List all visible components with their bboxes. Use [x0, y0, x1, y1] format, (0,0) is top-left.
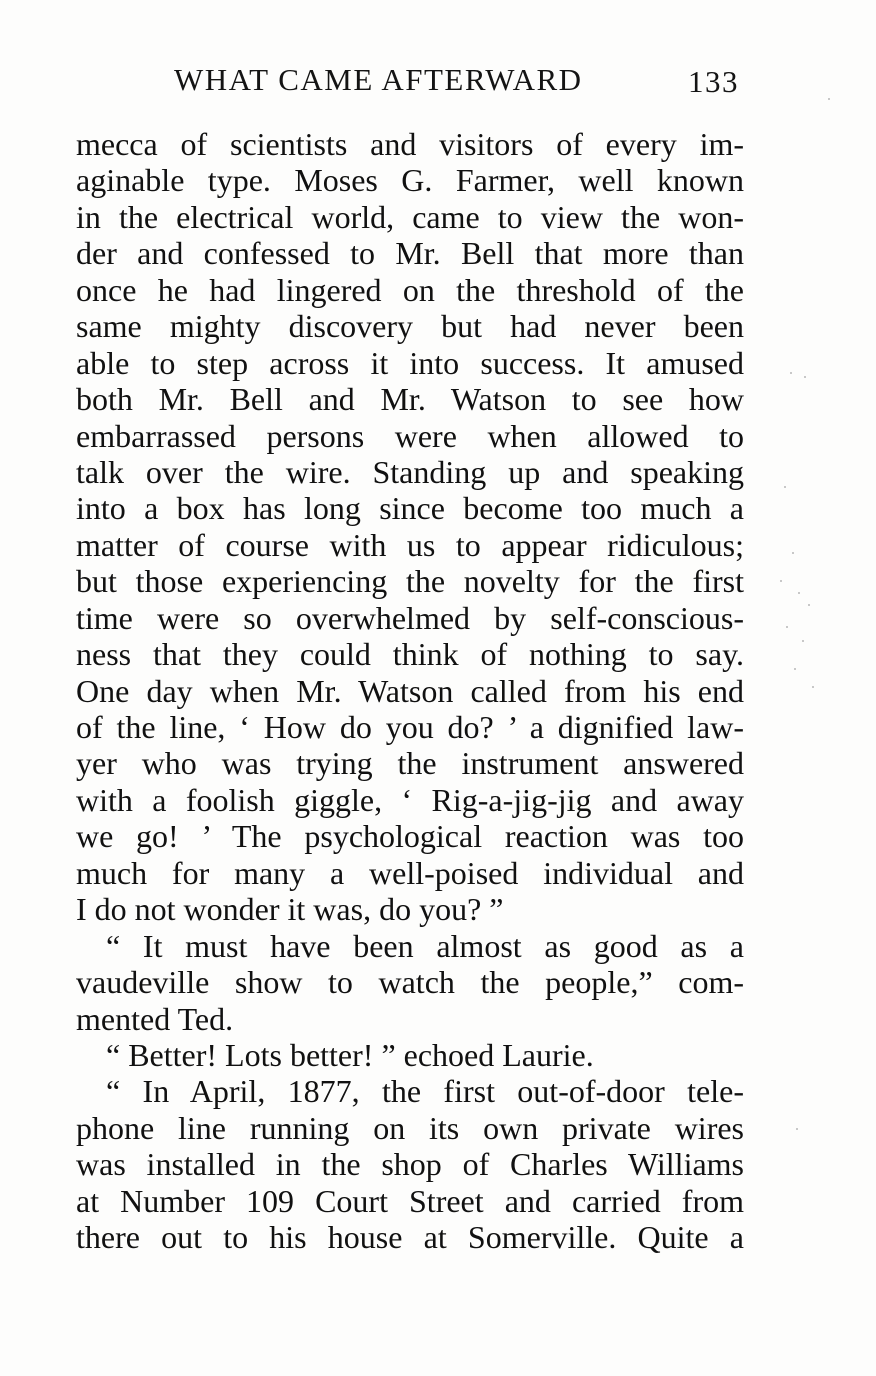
page-number: 133 [688, 64, 739, 99]
scan-speck [798, 592, 800, 594]
text-line: same mighty discovery but had never been [76, 308, 744, 345]
scan-speck [786, 626, 788, 628]
text-line: was installed in the shop of Charles Williams [76, 1146, 744, 1183]
scan-speck [802, 640, 804, 642]
text-line: I do not wonder it was, do you? ” [76, 891, 504, 928]
text-line: mecca of scientists and visitors of every im- [76, 126, 744, 162]
text-line: we go! ’ The psychological reaction was too [76, 818, 744, 855]
scan-speck [796, 1128, 798, 1130]
chapter-title: WHAT CAME AFTERWARD [174, 62, 583, 97]
text-line: there out to his house at Somerville. Quite a [76, 1219, 744, 1256]
scan-speck [792, 552, 794, 554]
text-line: talk over the wire. Standing up and speaking [76, 453, 744, 490]
text-line: much for many a well-poised individual and [76, 854, 744, 891]
text-line: with a foolish giggle, ‘ Rig-a-jig-jig and away [76, 781, 744, 818]
scan-speck [804, 376, 806, 378]
scan-speck [784, 486, 786, 488]
text-line: vaudeville show to watch the people,” com- [76, 964, 744, 1001]
scan-speck [808, 604, 810, 606]
text-line: both Mr. Bell and Mr. Watson to see how [76, 381, 744, 418]
text-line: matter of course with us to appear ridiculous; [76, 526, 744, 563]
text-line: “ In April, 1877, the first out-of-door tele- [106, 1073, 744, 1110]
text-line: “ Better! Lots better! ” echoed Laurie. [106, 1036, 594, 1073]
text-line: once he had lingered on the threshold of the [76, 271, 744, 308]
text-line: of the line, ‘ How do you do? ’ a dignified law- [76, 709, 744, 745]
text-line: phone line running on its own private wires [76, 1109, 744, 1146]
text-line: able to step across it into success. It amused [76, 344, 744, 381]
text-line: ness that they could think of nothing to say. [76, 636, 744, 673]
text-line: time were so overwhelmed by self-conscious- [76, 599, 744, 636]
text-line: One day when Mr. Watson called from his end [76, 672, 744, 709]
running-head [174, 62, 739, 104]
text-line: in the electrical world, came to view the won- [76, 198, 744, 235]
scan-speck [812, 686, 814, 688]
text-line: der and confessed to Mr. Bell that more than [76, 235, 744, 272]
scan-speck [794, 668, 796, 670]
scan-speck [780, 580, 782, 582]
scan-speck [790, 372, 792, 374]
text-line: but those experiencing the novelty for the first [76, 563, 744, 600]
text-line: mented Ted. [76, 1000, 234, 1037]
text-line: embarrassed persons were when allowed to [76, 417, 744, 454]
text-line: yer who was trying the instrument answered [76, 745, 744, 782]
text-line: aginable type. Moses G. Farmer, well known [76, 162, 744, 199]
text-line: at Number 109 Court Street and carried from [76, 1182, 744, 1219]
body-text [76, 126, 744, 1256]
scan-speck [828, 98, 830, 100]
text-line: “ It must have been almost as good as a [106, 927, 744, 964]
text-line: into a box has long since become too much a [76, 490, 744, 527]
